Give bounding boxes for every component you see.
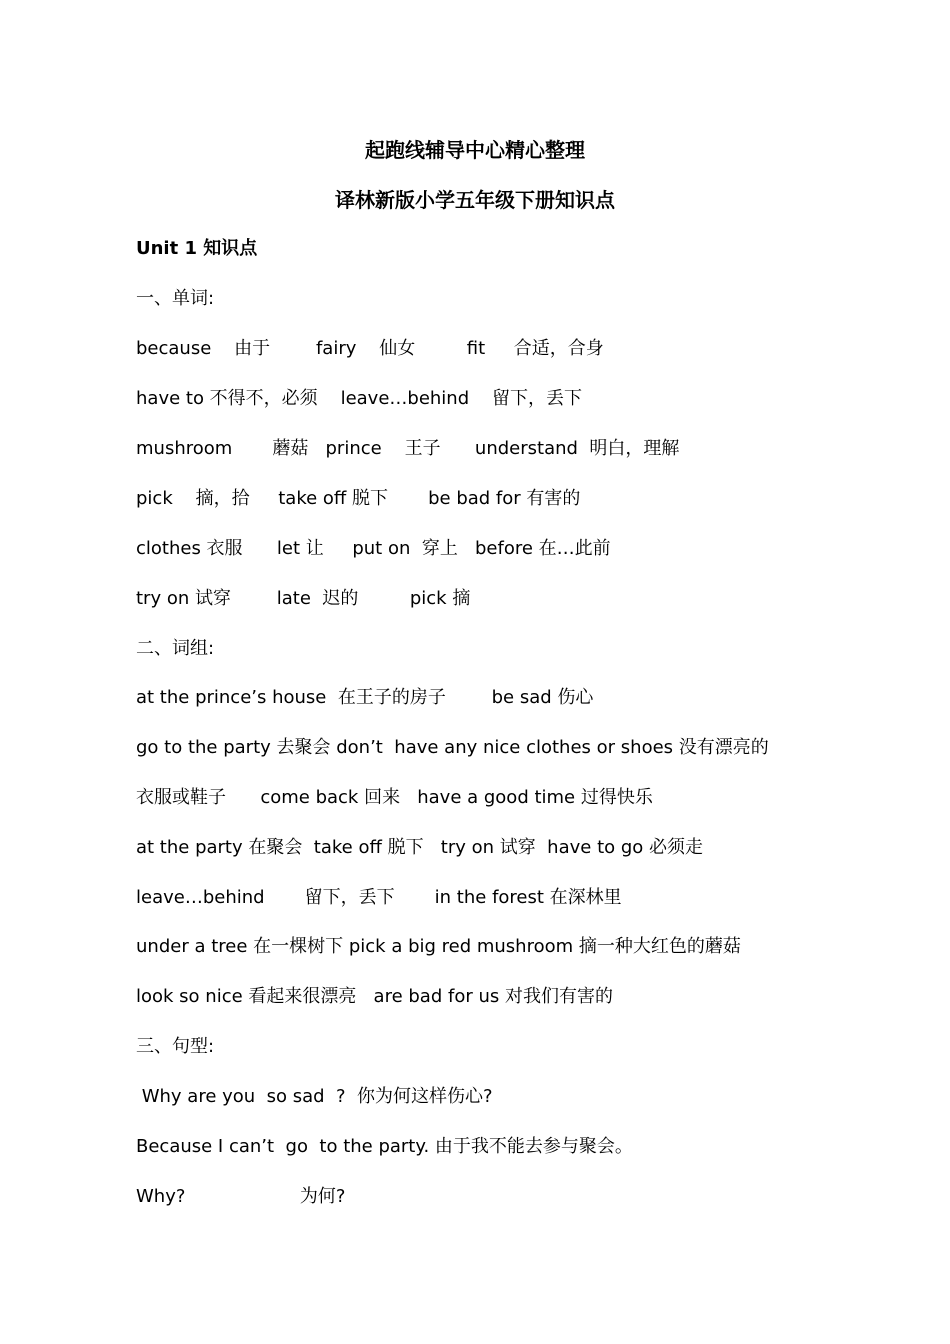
phrase-line: 衣服或鞋子 come back 回来 have a good time 过得快乐 <box>136 787 653 808</box>
section-heading-words: 一、单词: <box>136 288 215 309</box>
phrase-line: look so nice 看起来很漂亮 are bad for us 对我们有害的 <box>136 986 613 1007</box>
word-line: try on 试穿 late 迟的 pick 摘 <box>136 588 471 609</box>
section-heading-phrases: 二、词组: <box>136 638 215 659</box>
sentence-line: Because I can’t go to the party. 由于我不能去参与聚会。 <box>136 1136 633 1157</box>
word-line: mushroom 蘑菇 prince 王子 understand 明白，理解 <box>136 438 680 459</box>
phrase-line: at the prince’s house 在王子的房子 be sad 伤心 <box>136 687 594 708</box>
sentence-line: Why are you so sad ? 你为何这样伤心? <box>136 1086 493 1107</box>
phrase-line: go to the party 去聚会 don’t have any nice clothes or shoes 没有漂亮的 <box>136 737 769 758</box>
unit-heading: Unit 1 知识点 <box>136 238 258 259</box>
section-heading-sentences: 三、句型: <box>136 1036 215 1057</box>
word-line: have to 不得不，必须 leave…behind 留下，丢下 <box>136 388 583 409</box>
document-title: 起跑线辅导中心精心整理 <box>365 138 585 162</box>
word-line: clothes 衣服 let 让 put on 穿上 before 在…此前 <box>136 538 611 559</box>
phrase-line: leave…behind 留下，丢下 in the forest 在深林里 <box>136 887 622 908</box>
phrase-line: under a tree 在一棵树下 pick a big red mushroom 摘一种大红色的蘑菇 <box>136 936 741 957</box>
document-subtitle: 译林新版小学五年级下册知识点 <box>335 188 615 212</box>
sentence-line: Why? 为何? <box>136 1186 346 1207</box>
word-line: pick 摘，拾 take off 脱下 be bad for 有害的 <box>136 488 581 509</box>
phrase-line: at the party 在聚会 take off 脱下 try on 试穿 have to go 必须走 <box>136 837 704 858</box>
word-line: because 由于 fairy 仙女 fit 合适，合身 <box>136 338 604 359</box>
